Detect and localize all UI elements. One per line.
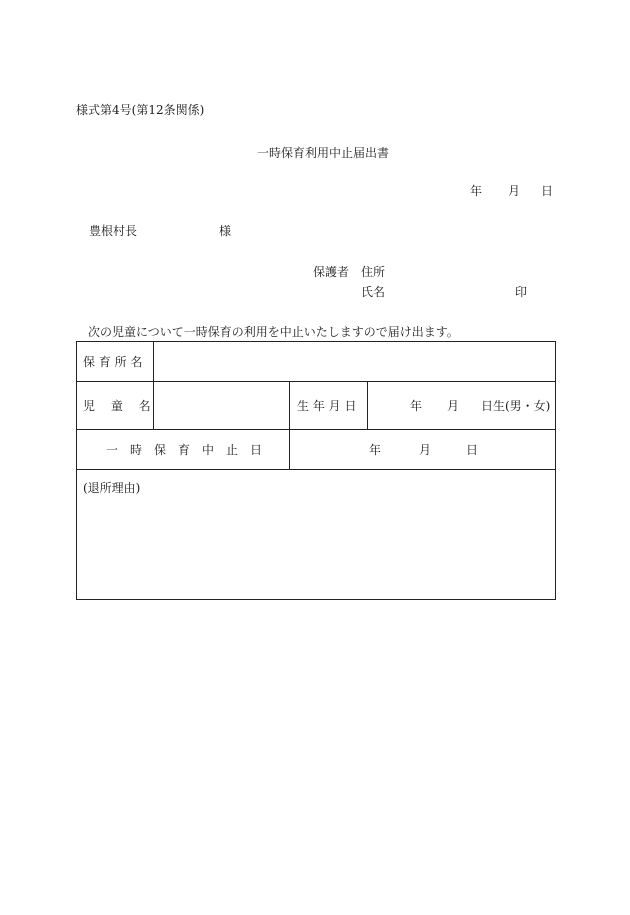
stop-year: 年 <box>369 443 382 457</box>
row-divider <box>77 381 555 382</box>
birth-month: 月 <box>447 399 460 413</box>
row-divider <box>77 469 555 470</box>
date-year: 年 <box>470 184 483 198</box>
row-divider <box>77 429 555 430</box>
seal-mark: 印 <box>515 285 528 299</box>
column-divider <box>367 381 368 429</box>
withdrawal-reason-label: (退所理由) <box>83 481 141 495</box>
addressee-name: 豊根村長 <box>89 224 138 238</box>
stop-month: 月 <box>419 443 432 457</box>
date-month: 月 <box>508 184 521 198</box>
applicant-address-label: 住所 <box>361 265 386 279</box>
application-table <box>76 341 556 600</box>
stop-day: 日 <box>466 443 479 457</box>
document-title: 一時保育利用中止届出書 <box>257 146 390 160</box>
applicant-name-label: 氏名 <box>361 285 386 299</box>
column-divider <box>289 381 290 469</box>
facility-name-label: 保 育 所 名 <box>83 355 143 369</box>
birth-day-gender: 日生(男・女) <box>481 399 551 413</box>
applicant-role-label: 保護者 <box>313 265 350 279</box>
child-name-label: 児 童 名 <box>83 399 151 413</box>
column-divider <box>153 342 154 429</box>
intro-text: 次の児童について一時保育の利用を中止いたしますので届け出ます。 <box>88 325 459 339</box>
stop-date-label: 一 時 保 育 中 止 日 <box>106 443 263 457</box>
addressee-honorific: 様 <box>219 224 232 238</box>
birth-year: 年 <box>410 399 423 413</box>
date-day: 日 <box>541 184 554 198</box>
birth-date-label: 生 年 月 日 <box>297 399 357 413</box>
form-number: 様式第4号(第12条関係) <box>76 103 205 117</box>
